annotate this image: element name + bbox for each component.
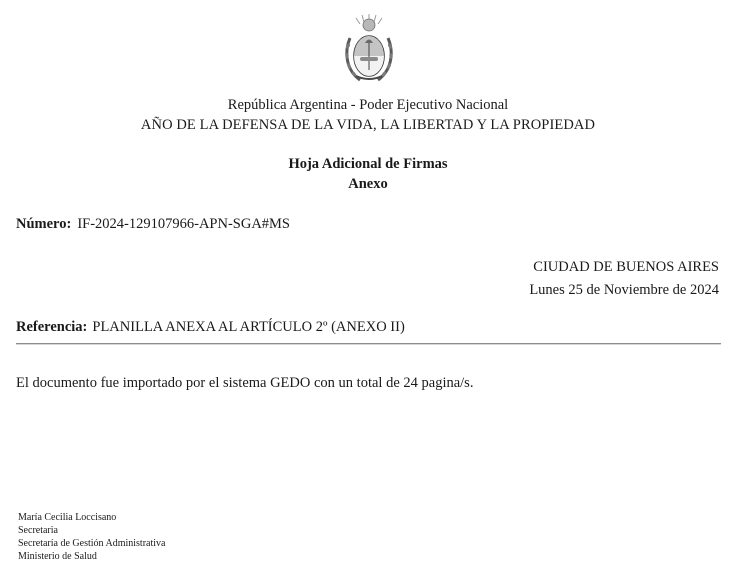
year-motto: AÑO DE LA DEFENSA DE LA VIDA, LA LIBERTAD Y LA PROPIEDAD [140,117,596,133]
document-number-value: IF-2024-129107966-APN-SGA#MS [77,216,290,232]
signature-block [18,511,165,563]
reference-value: PLANILLA ANEXA AL ARTÍCULO 2º (ANEXO II) [92,319,405,335]
divider [16,343,721,345]
signer-role: Secretaria [18,525,58,536]
reference-label: Referencia: [16,319,88,335]
date: Lunes 25 de Noviembre de 2024 [529,282,719,298]
government-header: República Argentina - Poder Ejecutivo Nacional [227,97,509,113]
coat-of-arms-icon [338,12,400,86]
document-title: Hoja Adicional de Firmas [288,156,448,172]
document-number [16,216,290,233]
city: CIUDAD DE BUENOS AIRES [533,259,719,275]
signer-ministry: Ministerio de Salud [18,551,97,562]
signer-office: Secretaría de Gestión Administrativa [18,538,166,549]
body-text: El documento fue importado por el sistema GEDO con un total de 24 pagina/s. [16,375,474,391]
document-number-label: Número: [16,216,72,232]
reference [16,319,405,336]
document-subtitle: Anexo [348,176,388,192]
signer-name: María Cecilia Loccisano [18,512,117,523]
